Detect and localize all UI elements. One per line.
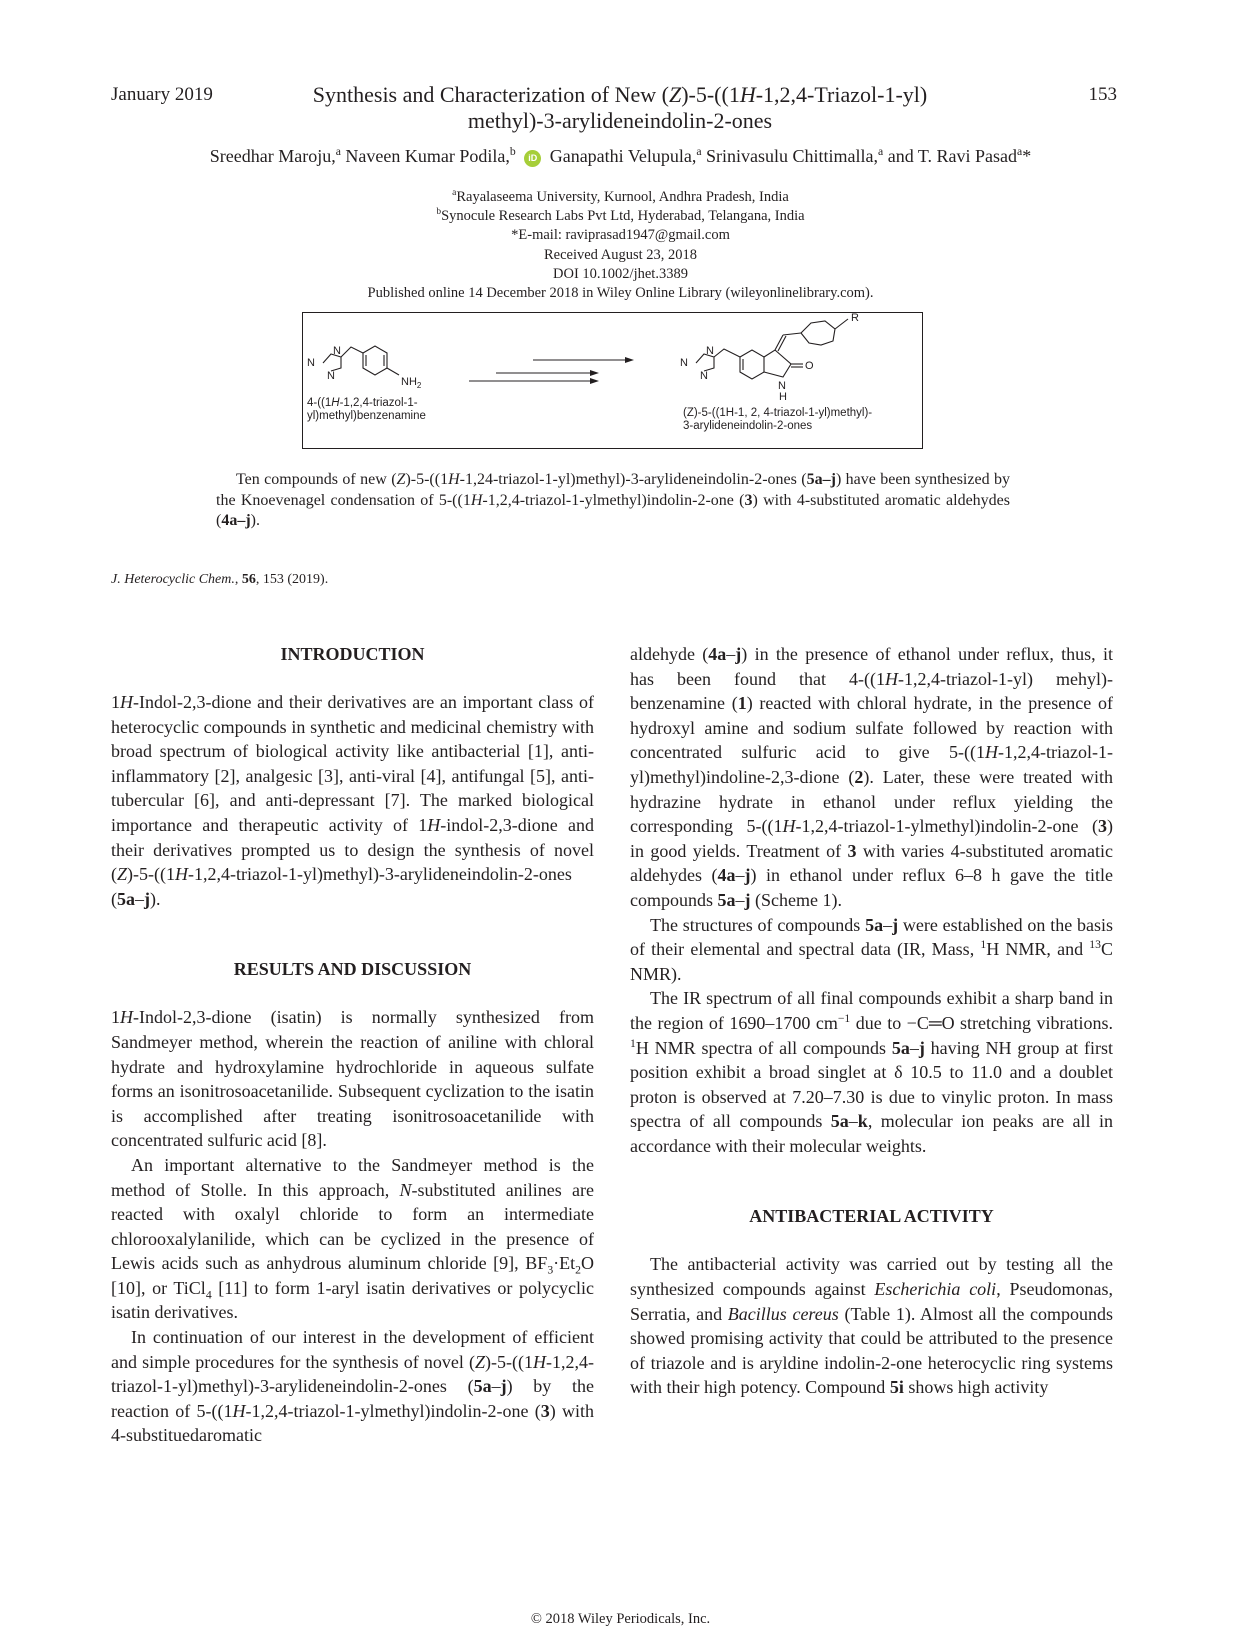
atom-h: H xyxy=(779,391,787,403)
page-number: 153 xyxy=(1088,84,1117,105)
atom-r: R xyxy=(851,313,859,324)
antibacterial-paragraph: The antibacterial activity was carried out by testing all the synthesized compounds against Escherichia coli, Pseudomonas, Serratia, and Bacillus cereus (Table 1). Almost all the compounds showed promising activity that could be attributed to the presence of triazole and is aryldine indolin-2-one heterocyclic ring systems with their high potency. Compound 5i shows high activity xyxy=(630,1254,1113,1398)
results-paragraph-3: In continuation of our interest in the development of efficient and simple procedures for the synthesis of novel (Z)-5-((1H-1,2,4-triazol-1-yl)methyl)-3-arylideneindolin-2-ones (5a–j) by the reaction of 5-((1H-1,2,4-triazol-1-ylmethyl)indolin-2-one (3) with 4-substituedaromatic xyxy=(111,1327,594,1446)
atom-n-7: N xyxy=(778,380,786,392)
affiliations-block xyxy=(200,188,1041,303)
atom-n-2: N xyxy=(333,345,341,357)
abstract xyxy=(216,470,1010,532)
reaction-arrows xyxy=(469,357,634,384)
aryl-ring-product xyxy=(801,319,848,345)
atom-n-5: N xyxy=(706,345,714,357)
heading-introduction: INTRODUCTION xyxy=(280,644,425,664)
benzene-ring-left xyxy=(341,346,399,375)
affiliation-b: $^b$Synocule Research Labs Pvt Ltd, Hyderabad, Telangana, India xyxy=(436,207,805,225)
graphical-abstract-scheme xyxy=(302,312,923,449)
abstract-text: Ten compounds of new (Z)-5-((1H-1,24-triazol-1-yl)methyl)-3-arylideneindolin-2-ones (5a–j) have been synthesized by the Knoevenagel condensation of 5-((1H-1,2,4-triazol-1-ylmethyl)indolin-2-one (3) with 4-substituted aromatic aldehydes (4a–j). xyxy=(216,471,1011,529)
starting-material-label: 4-((1H-1,2,4-triazol-1- yl)methyl)benzenamine xyxy=(307,397,426,422)
journal-citation: J. Heterocyclic Chem., 56, 153 (2019). xyxy=(111,572,329,587)
heading-antibacterial: ANTIBACTERIAL ACTIVITY xyxy=(749,1206,994,1227)
affiliation-a: $^a$Rayalaseema University, Kurnool, Andhra Pradesh, India xyxy=(452,188,789,205)
atom-n-1: N xyxy=(307,357,315,369)
results-paragraph-1: 1H-Indol-2,3-dione (isatin) is normally synthesized from Sandmeyer method, wherein the reaction of aniline with chloral hydrate and hydroxylamine hydrochloride in aqueous sulfate forms an isonitrosoacetanilide. Subsequent cyclization to the isatin is accomplished after treating isonitrosoacetanilide with concentrated sulfuric acid [8]. xyxy=(111,1007,594,1151)
atom-n-4: N xyxy=(680,357,688,369)
product-label: (Z)-5-((1H-1, 2, 4-triazol-1-yl)methyl)- 3-arylideneindolin-2-ones xyxy=(683,407,873,432)
atom-nh2: $NH_2$ xyxy=(401,376,422,390)
atom-n-3: N xyxy=(327,370,335,382)
article-title: Synthesis and Characterization of New (Z)-5-((1H-1,2,4-Triazol-1-yl) methyl)-3-arylideneindolin-2-ones xyxy=(312,82,928,133)
running-header-date: January 2019 xyxy=(111,84,213,105)
author-list: Sreedhar Maroju,$^a$ Naveen Kumar Podila,$^b$ iD Ganapathi Velupula,$^a$ Srinivasulu Chittimalla,$^a$ and T. Ravi Pasad$^a$* xyxy=(209,145,1032,166)
right-column xyxy=(630,642,1113,1400)
corresponding-email: *E-mail: raviprasad1947@gmail.com xyxy=(511,227,730,244)
heading-results: RESULTS AND DISCUSSION xyxy=(233,959,472,980)
results-paragraph-4: aldehyde (4a–j) in the presence of ethanol under reflux, thus, it has been found that 4-((1H-1,2,4-triazol-1-yl) mehyl)-benzenamine (1) reacted with chloral hydrate, in the presence of hydroxyl amine and sodium sulfate followed by reaction with concentrated sulfuric acid to give 5-((1H-1,2,4-triazol-1-yl)methyl)indoline-2,3-dione (2). Later, these were treated with hydrazine hydrate in ethanol under reflux yielding the corresponding 5-((1H-1,2,4-triazol-1-ylmethyl)indolin-2-one (3) in good yields. Treatment of 3 with varies 4-substituted aromatic aldehydes (4a–j) in ethanol under reflux 6–8 h gave the title compounds 5a–j (Scheme 1). xyxy=(630,644,1113,910)
indolinone-core xyxy=(714,333,803,379)
copyright-footer: © 2018 Wiley Periodicals, Inc. xyxy=(530,1611,711,1627)
received-date: Received August 23, 2018 xyxy=(543,246,698,263)
atom-n-6: N xyxy=(700,370,708,382)
left-column xyxy=(111,642,594,1448)
results-paragraph-2: An important alternative to the Sandmeyer method is the method of Stolle. In this approach, N-substituted anilines are reacted with oxalyl chloride to form an intermediate chlorooxalylanilide, which can be cyclized in the presence of Lewis acids such as anhydrous aluminum chloride [9], $BF_3\cdot Et_2O$ [10], or TiCl$_4$ [11] to form 1-aryl isatin derivatives or polycyclic isatin derivatives. xyxy=(111,1154,594,1323)
intro-paragraph: 1H-Indol-2,3-dione and their derivatives are an important class of heterocyclic compounds in synthetic and medicinal chemistry with broad spectrum of biological activity like antibacterial [1], anti-inflammatory [2], analgesic [3], anti-viral [4], antifungal [5], anti-tubercular [6], and anti-depressant [7]. The marked biological importance and therapeutic activity of 1H-indol-2,3-dione and their derivatives prompted us to design the synthesis of novel (Z)-5-((1H-1,2,4-triazol-1-yl)methyl)-3-arylideneindolin-2-ones (5a–j). xyxy=(111,692,595,909)
published-online: Published online 14 December 2018 in Wiley Online Library (wileyonlinelibrary.com). xyxy=(367,285,874,302)
doi: DOI 10.1002/jhet.3389 xyxy=(553,265,688,282)
atom-o: O xyxy=(805,360,814,372)
results-paragraph-5: The structures of compounds 5a–j were established on the basis of their elemental and spectral data (IR, Mass, $^1$H NMR, and $^{13}$C NMR). xyxy=(630,914,1113,984)
results-paragraph-6: The IR spectrum of all final compounds exhibit a sharp band in the region of 1690–1700 $cm^{-1}$ due to −C═O stretching vibrations. $^1$H NMR spectra of all compounds 5a–j having NH group at first position exhibit a broad singlet at δ 10.5 to 11.0 and a doublet proton is observed at 7.20–7.30 is due to vinylic proton. In mass spectra of all compounds 5a–k, molecular ion peaks are all in accordance with their molecular weights. xyxy=(630,988,1114,1156)
